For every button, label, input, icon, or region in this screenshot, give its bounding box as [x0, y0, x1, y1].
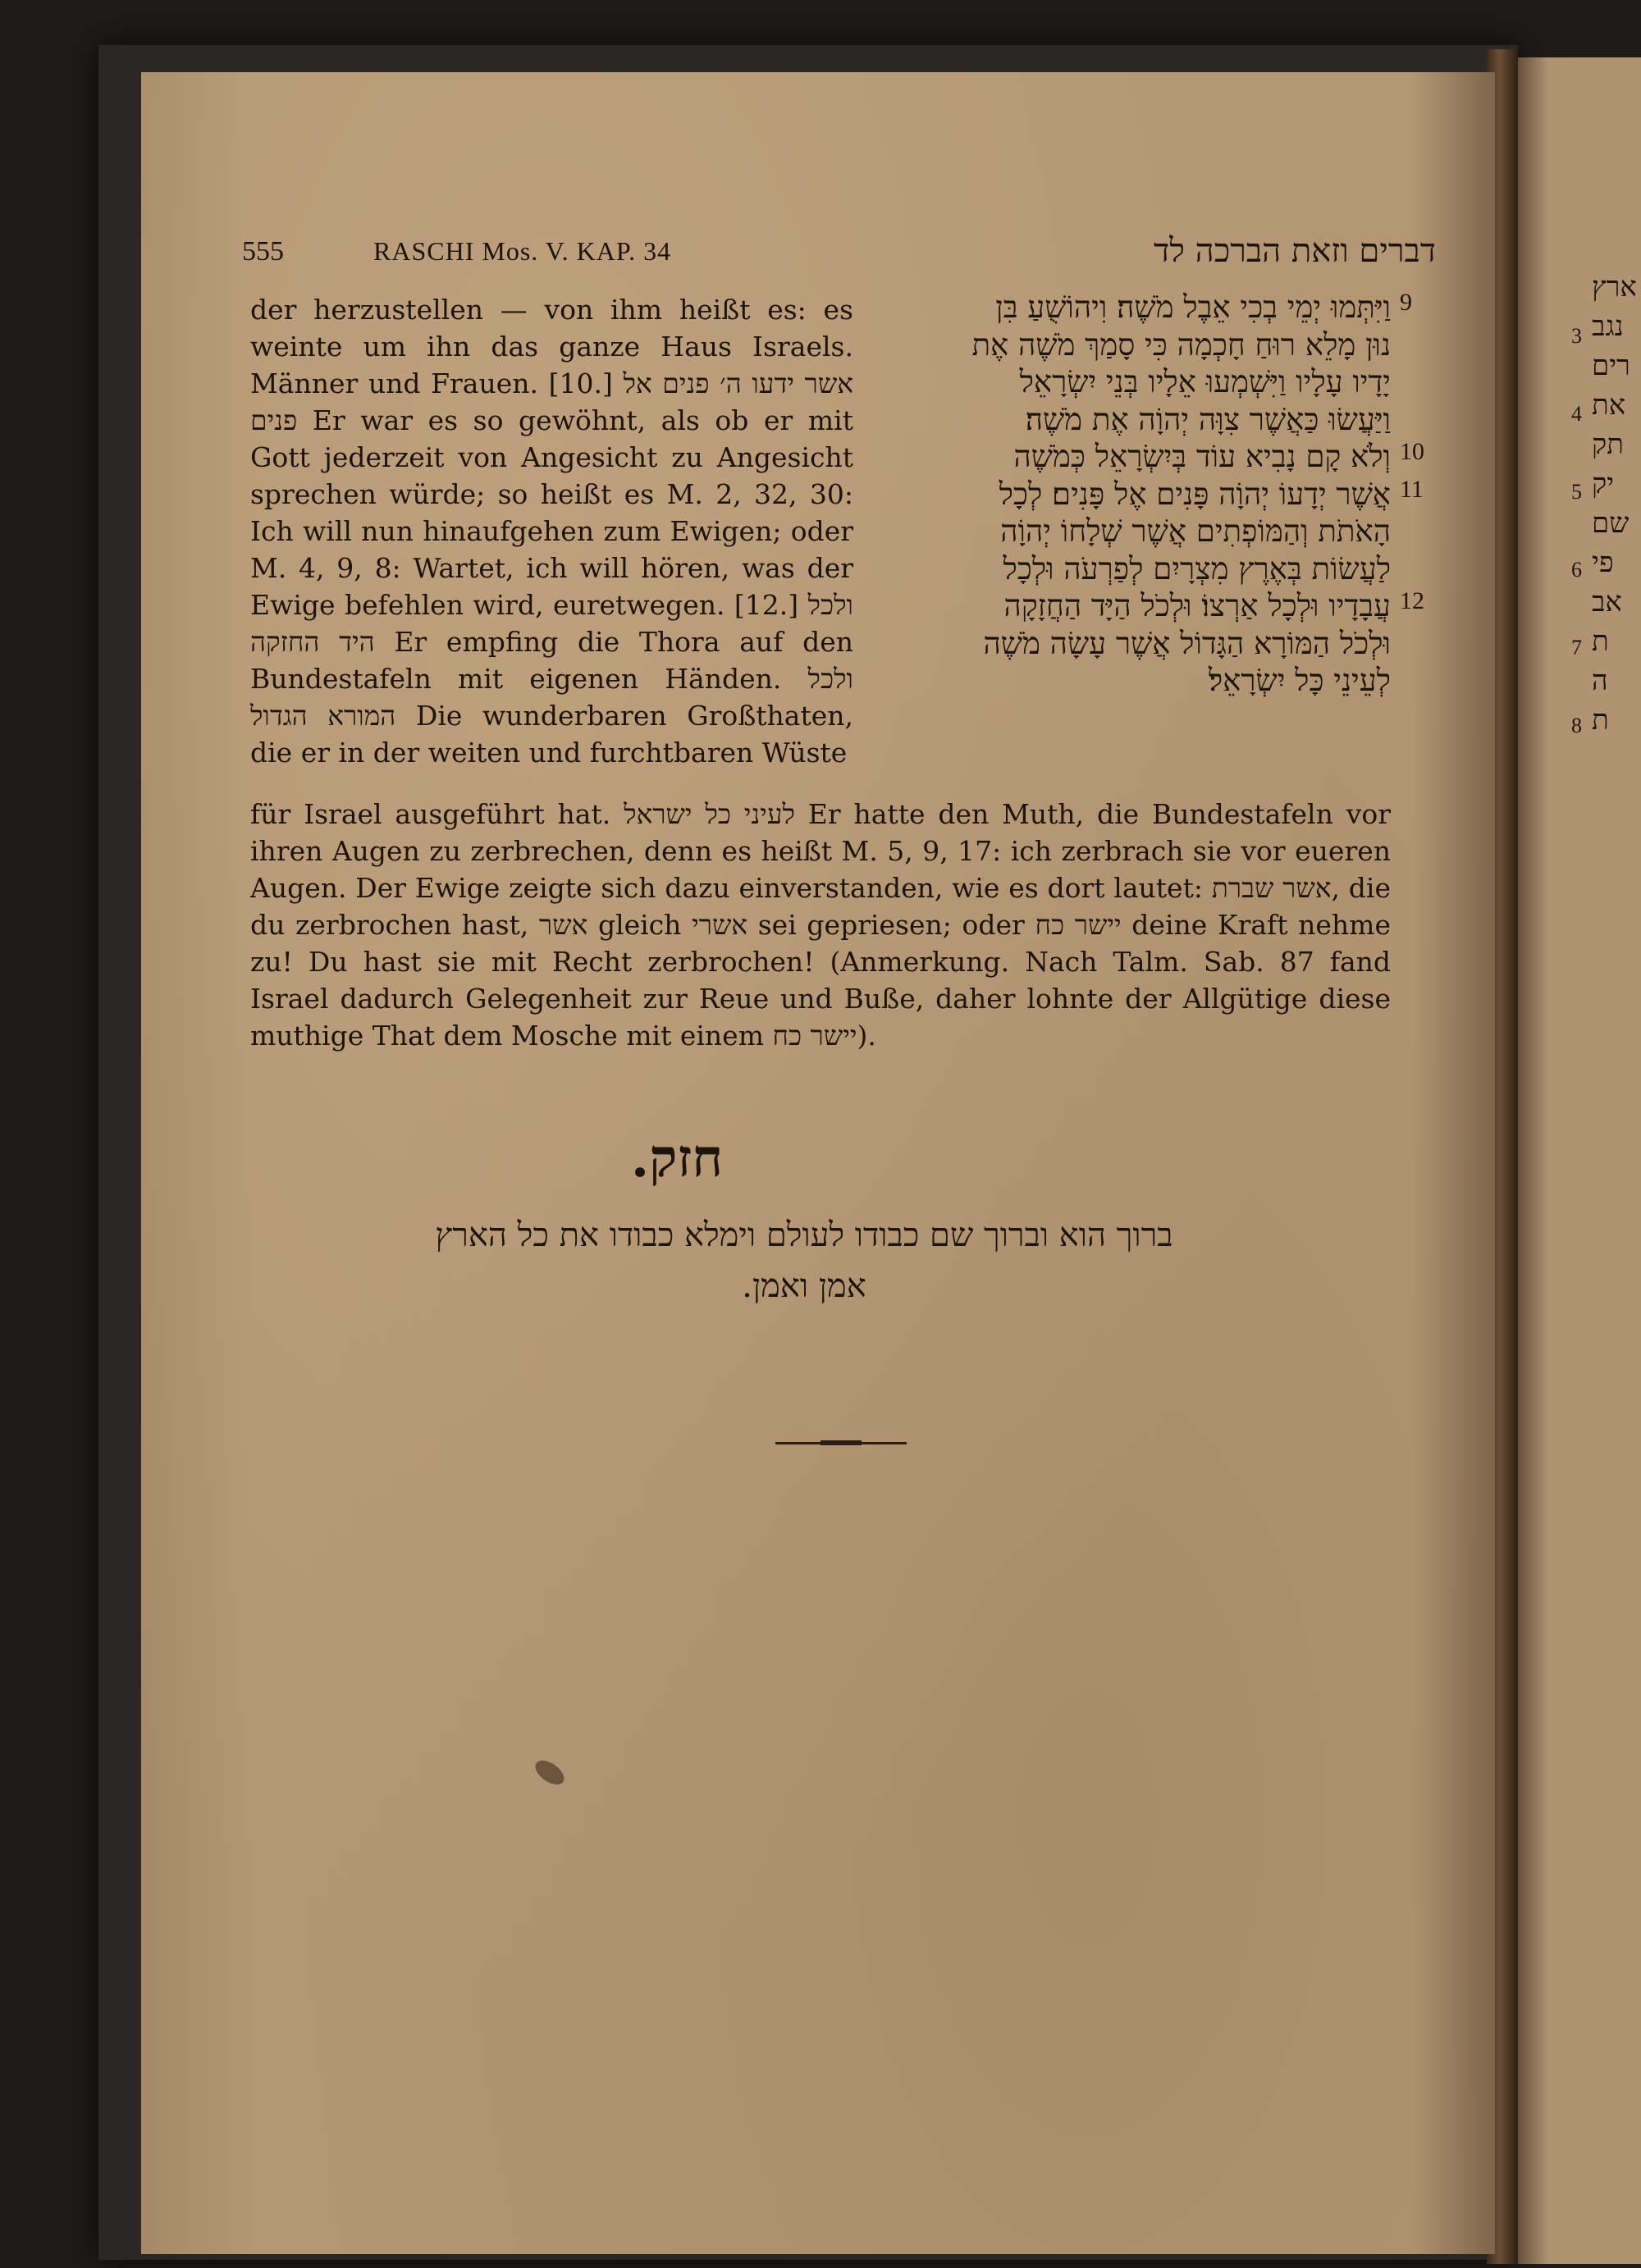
next-page-fragment: ת: [1592, 704, 1609, 737]
next-page-fragment: נגב: [1592, 310, 1624, 343]
next-page-fragment: ה: [1592, 664, 1608, 697]
hebrew-line: יָדָיו עָלָיו וַיִּשְׁמְעוּ אֵלָיו בְּנֵי יִשְׂרָאֵל: [1019, 364, 1391, 399]
next-page-fragment: פי: [1592, 546, 1614, 579]
next-page-fragment: את: [1592, 389, 1626, 422]
hebrew-line: הָאֹתֹת וְהַמּוֹפְתִים אֲשֶׁר שְׁלָחוֹ יְהוָֹה: [1000, 513, 1391, 549]
commentary-continuation: [250, 796, 1391, 1054]
hebrew-line: וַיִּתְּמוּ יְמֵי בְכִי אֵבֶל מֹשֶׁה׃ וִיהוֹשֻׁעַ בִּן: [995, 290, 1391, 325]
next-page-verse-number: 6: [1571, 558, 1582, 582]
next-page-verse-number: 8: [1571, 714, 1582, 737]
page-header: [242, 232, 1543, 277]
next-page-fragment: ת: [1592, 625, 1609, 658]
verse-number: 9: [1400, 289, 1412, 316]
commentary-paragraph: der herzustellen — von ihm heißt es: es weinte um ihn das ganze Haus Israels. Männer und Frauen. [10.] אשר ידעו ה׳ פנים אל פנים Er war es so gewöhnt, als ob er mit Gott jederzeit von Angesicht zu Angesicht sprechen würde; so heißt es M. 2, 32, 30: Ich will nun hinaufgehen zum Ewigen; oder M. 4, 9, 8: Wartet, ich will hören, was der Ewige befehlen wird, euretwegen. [12.] ולכל היד החזקה Er empfing die Thora auf den Bundestafeln mit eigenen Händen. ולכל המורא הגדול Die wunderbaren Großthaten, die er in der weiten und furchtbaren Wüste: [250, 294, 853, 769]
verse-number: 10: [1400, 438, 1424, 465]
commentary-paragraph: für Israel ausgeführt hat. לעיני כל ישראל Er hatte den Muth, die Bundestafeln vor ihren Augen zu zerbrechen, denn es heißt M. 5, 9, 17: ich zerbrach sie vor eueren Augen. Der Ewige zeigte sich dazu einverstanden, wie es dort lautet: אשר שברת, die du zerbrochen hast, אשר gleich אשרי sei gepriesen; oder יישר כח deine Kraft nehme zu! Du hast sie mit Recht zerbrochen! (Anmerkung. Nach Talm. Sab. 87 fand Israel dadurch Gelegenheit zur Reue und Buße, daher lohnte der Allgütige diese muthige That dem Mosche mit einem יישר כח).: [250, 798, 1392, 1052]
next-page-verse-number: 7: [1571, 636, 1582, 659]
hebrew-running-head: דברים וזאת הברכה לד: [1154, 232, 1436, 270]
running-head: RASCHI Mos. V. KAP. 34: [373, 236, 672, 266]
next-page-verse-number: 3: [1571, 324, 1582, 348]
hebrew-text-column: [866, 289, 1391, 700]
commentary-column: [250, 291, 853, 771]
hebrew-line: עֲבָדָיו וּלְכָל אַרְצוֹ׃ וּלְכֹל הַיָּד הַחֲזָקָה: [1003, 588, 1391, 623]
next-page-verse-number: 4: [1571, 402, 1582, 426]
blessing-line: אמן ואמן.: [742, 1267, 866, 1305]
next-page-fragment: רים: [1592, 349, 1630, 382]
hebrew-line: וְלֹא קָם נָבִיא עוֹד בְּיִשְׂרָאֵל כְּמֹשֶׁה: [1013, 439, 1391, 474]
next-page-fragment: ארץ: [1592, 271, 1637, 303]
hebrew-line: אֲשֶׁר יְדָעוֹ יְהוָֹה פָּנִים אֶל פָּנִים׃ לְכָל: [999, 476, 1391, 512]
hebrew-line: לַעֲשׂוֹת בְּאֶרֶץ מִצְרָיִם לְפַרְעֹה וּלְכָל: [1003, 550, 1391, 586]
chazak-heading: חזק.: [630, 1128, 724, 1189]
page-number: 555: [242, 236, 284, 267]
verse-number: 11: [1400, 475, 1424, 503]
hebrew-line: נוּן מָלֵא רוּחַ חָכְמָה כִּי סָמַךְ מֹשֶׁה אֶת: [971, 326, 1391, 363]
verse-number: 12: [1400, 587, 1424, 614]
next-page-fragment: אב: [1592, 586, 1622, 618]
next-page-fragment: יק: [1592, 468, 1615, 500]
hebrew-line: וַיַּעֲשׂוּ כַּאֲשֶׁר צִוָּה יְהוָֹה אֶת מֹשֶׁה׃: [1025, 401, 1391, 437]
closing-blessing: [345, 1210, 1264, 1312]
blessing-line: ברוך הוא וברוך שם כבודו לעולם וימלא כבודו את כל הארץ: [435, 1216, 1173, 1254]
hebrew-line: וּלְכֹל הַמּוֹרָא הַגָּדוֹל אֲשֶׁר עָשָׂה מֹשֶׁה: [983, 625, 1391, 661]
end-rule: [775, 1442, 907, 1444]
next-page-fragment: תק: [1592, 428, 1624, 461]
hebrew-line: לְעֵינֵי כָּל יִשְׂרָאֵל׃: [1208, 663, 1391, 698]
next-page-verse-number: 5: [1571, 480, 1582, 504]
next-page-fragment: שם: [1592, 507, 1630, 540]
